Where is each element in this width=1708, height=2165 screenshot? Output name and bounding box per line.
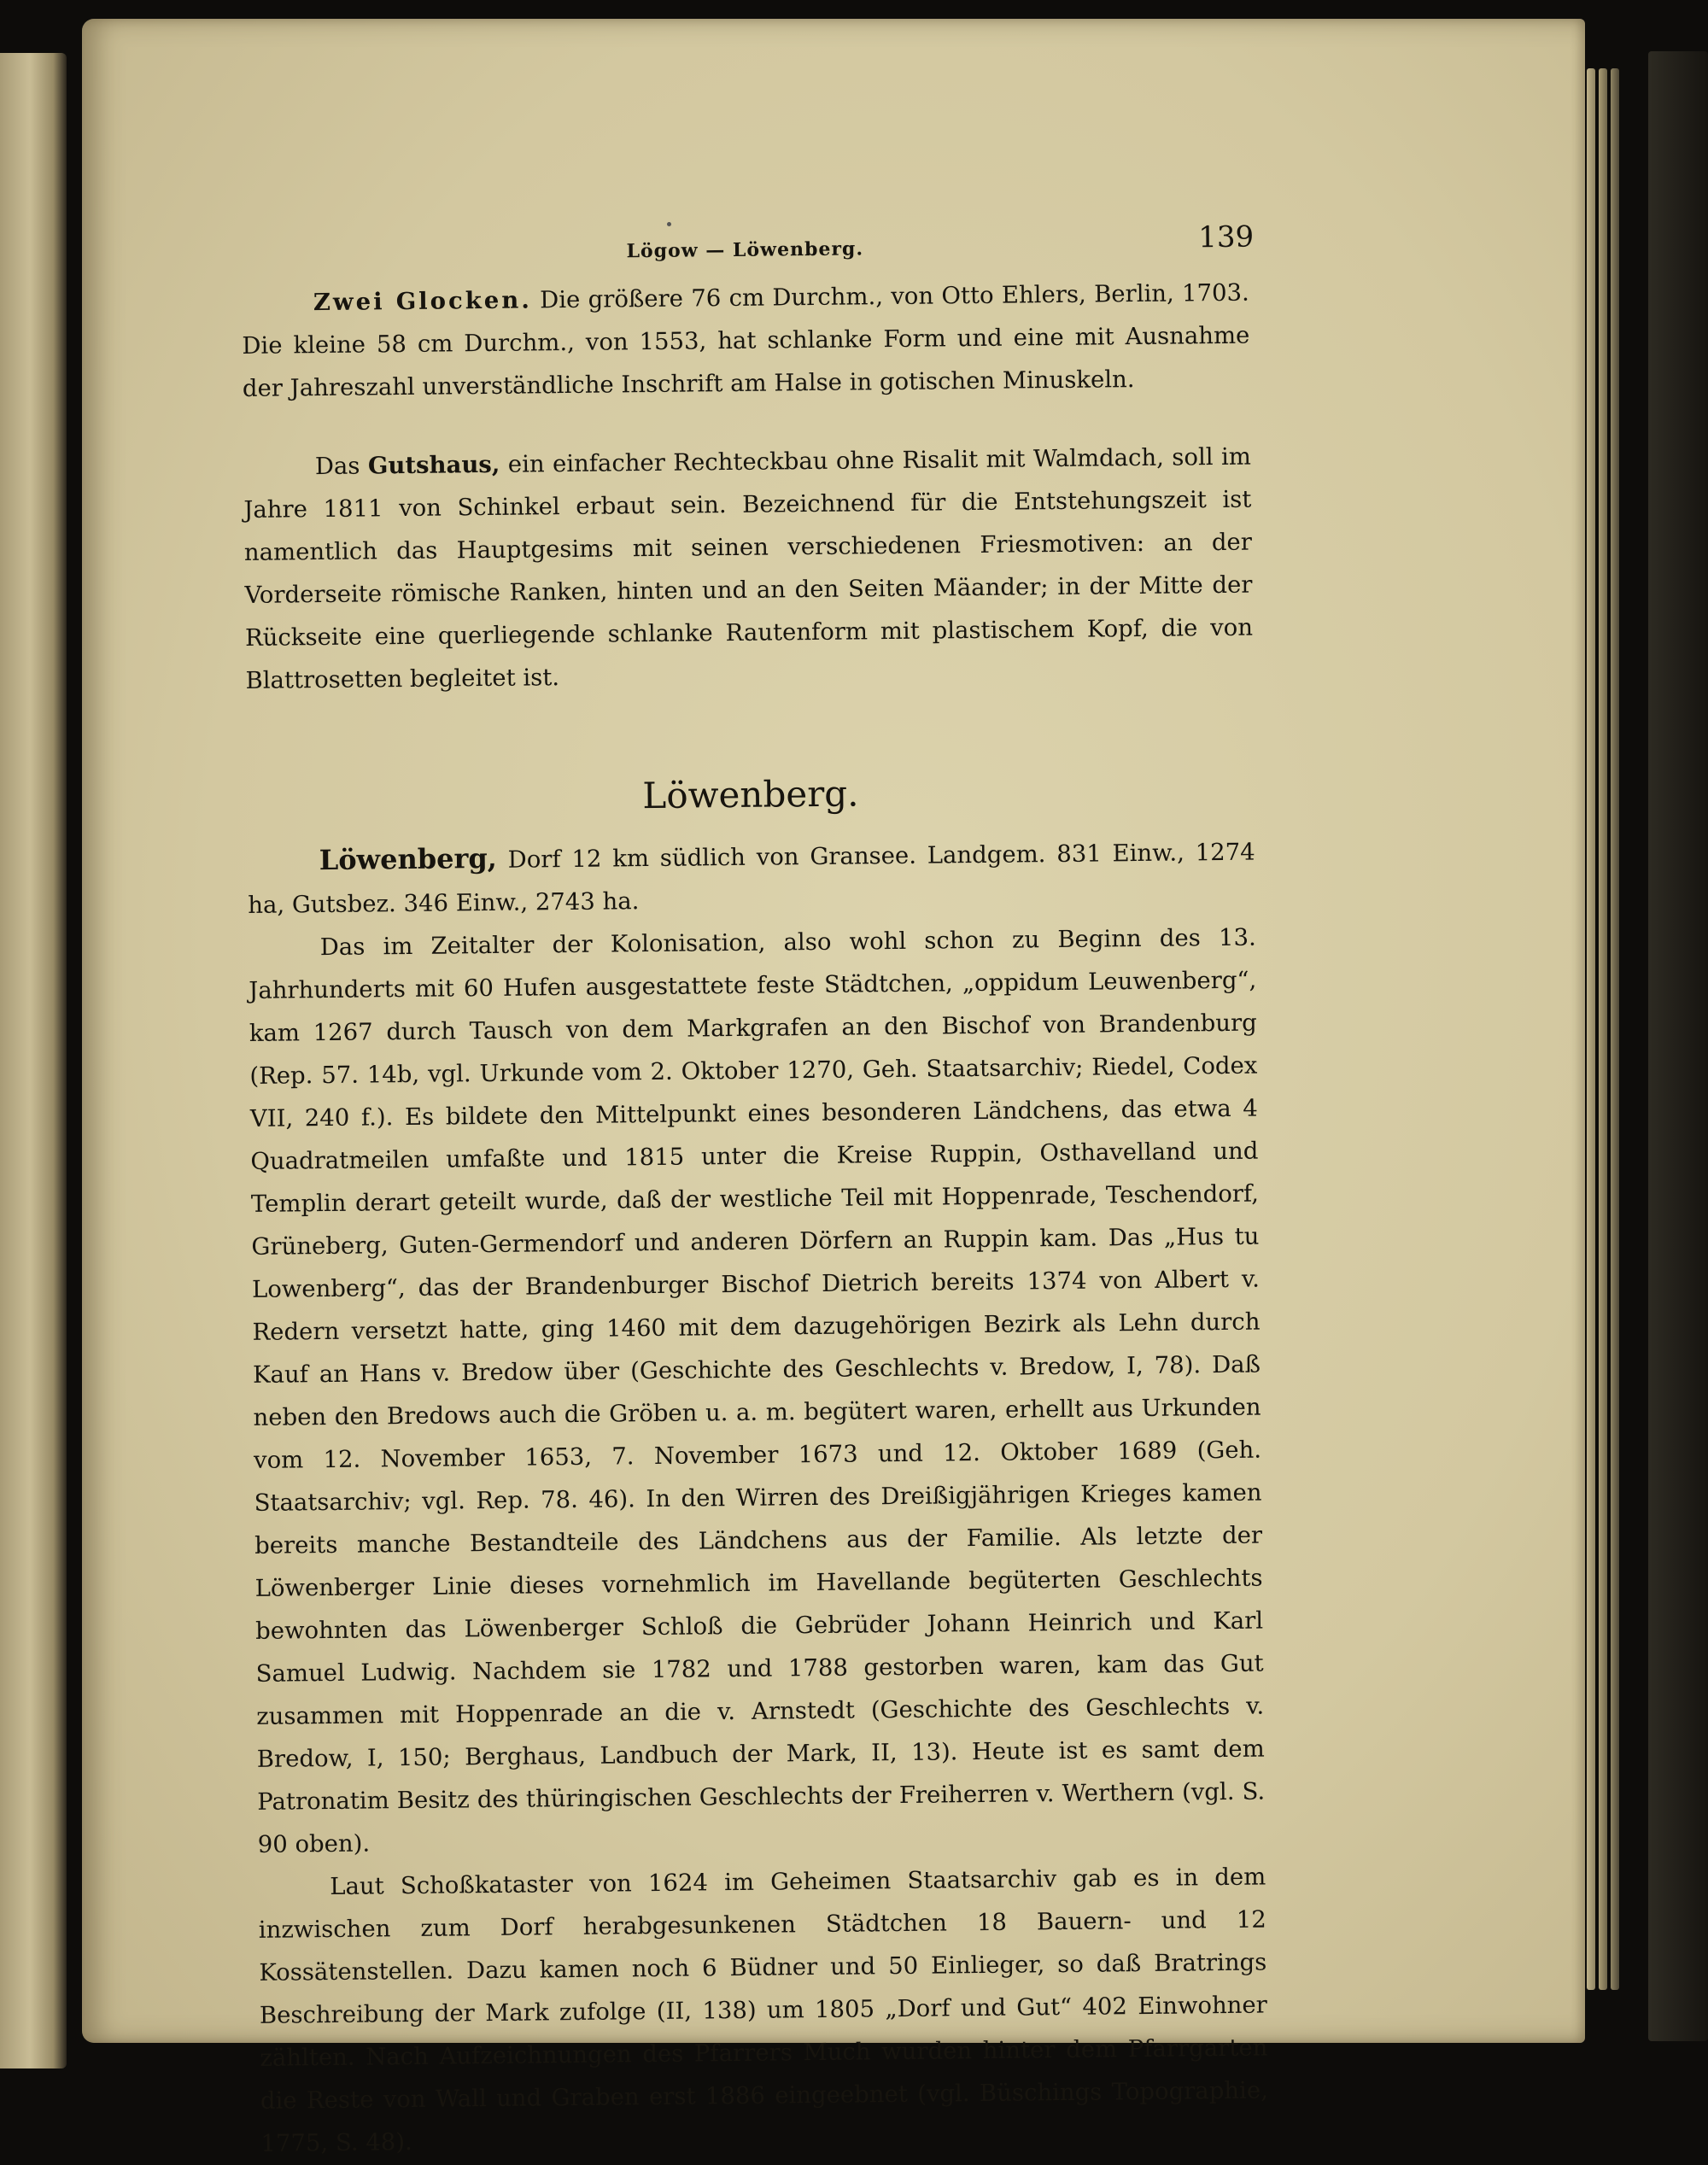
running-head: Lögow — Löwenberg.	[626, 237, 864, 263]
gutshaus-intro: Das	[314, 452, 360, 481]
page-text	[241, 220, 1269, 2165]
page-stack-edge	[1611, 68, 1619, 1990]
page-stack-edge	[1587, 68, 1595, 1990]
bells-text: Die größere 76 cm Durchm., von Otto Ehlers, Berlin, 1703. Die kleine 58 cm Durchm., von 1553, hat schlanke Form und eine mit Ausnahme der Jahreszahl unverständliche Inschrift am Halse in gotischen Minuskeln.	[242, 278, 1250, 402]
page-number: 139	[1198, 219, 1255, 255]
bells-title: Zwei Glocken.	[313, 286, 533, 317]
records-paragraph: Laut Schoßkataster von 1624 im Geheimen Staatsarchiv gab es in dem inzwischen zum Dorf herabgesunkenen Städtchen 18 Bauern- und 12 Kossätenstellen. Dazu kamen noch 6 Büdner und 50 Einlieger, so daß Bratrings Beschreibung der Mark zufolge (II, 138) um 1805 „Dorf und Gut“ 402 Einwohner zählten. Nach Aufzeichnungen des Pfarrers Much wurden hinter dem Pfarrgarten die Reste von Wall und Graben erst 1886 eingeebnet (vgl. Büschings Topographie, 1775, S. 48).	[258, 1863, 1269, 2157]
lead-paragraph	[247, 829, 1255, 927]
gutshaus-bold: Gutshaus,	[367, 450, 500, 480]
history-paragraph: Das im Zeitalter der Kolonisation, also wohl schon zu Beginn des 13. Jahrhunderts mit 60 Hufen ausgestattete feste Städtchen, „oppidum Leuwenberg“, kam 1267 durch Tausch von dem Markgrafen an den Bischof von Brandenburg (Rep. 57. 14b, vgl. Urkunde vom 2. Oktober 1270, Geh. Staatsarchiv; Riedel, Codex VII, 240 f.). Es bildete den Mittelpunkt eines besonderen Ländchens, das etwa 4 Quadratmeilen umfaßte und 1815 unter die Kreise Ruppin, Osthavelland und Templin derart geteilt wurde, daß der westliche Teil mit Hoppenrade, Teschendorf, Grüneberg, Guten-Germendorf und anderen Dörfern an Ruppin kam. Das „Hus tu Lowenberg“, das der Brandenburger Bischof Dietrich bereits 1374 von Albert v. Redern versetzt hatte, ging 1460 mit dem dazugehörigen Bezirk als Lehn durch Kauf an Hans v. Bredow über (Geschichte des Geschlechts v. Bredow, I, 78). Daß neben den Bredows auch die Gröben u. a. m. begütert waren, erhellt aus Urkunden vom 12. November 1653, 7. November 1673 und 12. Oktober 1689 (Geh. Staatsarchiv; vgl. Rep. 78. 46). In den Wirren des Dreißigjährigen Krieges kamen bereits manche Bestandteile des Ländchens aus der Familie. Als letzte der Löwenberger Linie dieses vornehmlich im Havellande begüterten Geschlechts bewohnten das Löwenberger Schloß die Gebrüder Johann Heinrich und Karl Samuel Ludwig. Nachdem sie 1782 und 1788 gestorben waren, kam das Gut zusammen mit Hoppenrade an die v. Arnstedt (Geschichte des Geschlechts v. Bredow, I, 150; Berghaus, Landbuch der Mark, II, 13). Heute ist es samt dem Patronatim Besitz des thüringischen Geschlechts der Freiherren v. Werthern (vgl. S. 90 oben).	[249, 923, 1266, 1858]
lead-text: Dorf 12 km südlich von Gransee. Landgem. 831 Einw., 1274 ha, Gutsbez. 346 Einw., 2743 ha.	[248, 838, 1255, 919]
lead-word: Löwenberg,	[319, 841, 498, 877]
bells-paragraph	[242, 272, 1251, 410]
page-stack-edge	[1599, 68, 1607, 1990]
page-header	[241, 219, 1255, 282]
gutshaus-text: ein einfacher Rechteckbau ohne Risalit mit Walmdach, soll im Jahre 1811 von Schinkel erbaut sein. Bezeichnend für die Entstehungszeit ist namentlich das Hauptgesims mit seinen verschiedenen Friesmotiven: an der Vorderseite römische Ranken, hinten und an den Seiten Mäander; in der Mitte der Rückseite eine querliegende schlanke Rautenform mit plastischem Kopf, die von Blattrosetten begleitet ist.	[243, 442, 1254, 694]
book-cover-edge	[1648, 51, 1708, 2041]
left-page-edge	[0, 53, 67, 2068]
gutshaus-paragraph	[243, 436, 1254, 702]
section-heading: Löwenberg.	[642, 772, 859, 817]
